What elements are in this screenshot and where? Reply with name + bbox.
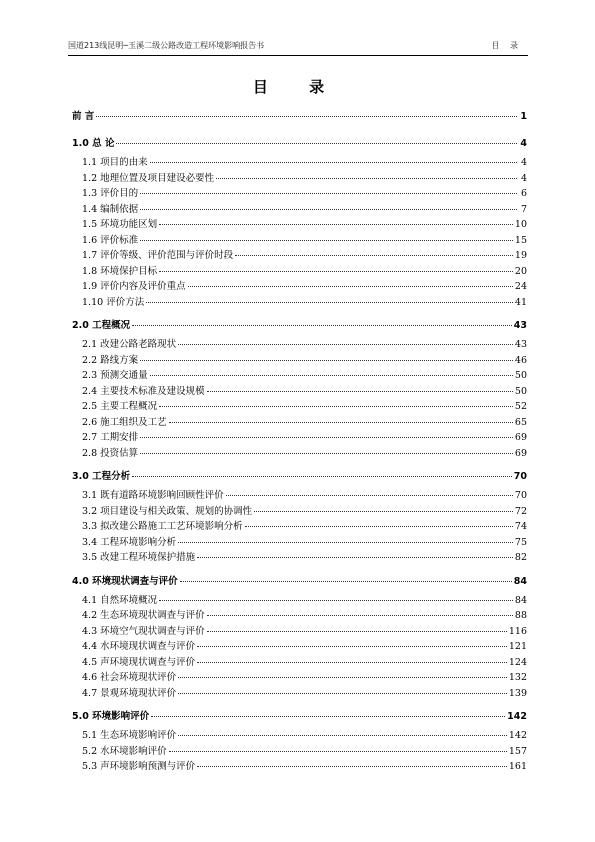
toc-section-entry[interactable] xyxy=(72,338,527,352)
toc-entry-number: 2.1 xyxy=(82,339,101,350)
dot-leader xyxy=(146,302,513,303)
toc-entry-number: 1.6 xyxy=(82,234,101,246)
toc-entry-page-number: 52 xyxy=(514,401,527,412)
toc-entry-title: 编制依据 xyxy=(100,203,139,215)
toc-section-entry[interactable] xyxy=(72,671,527,685)
toc-entry-number: 1.10 xyxy=(82,296,107,308)
dot-leader xyxy=(116,143,517,144)
toc-chapter-entry[interactable] xyxy=(72,575,527,589)
dot-leader xyxy=(159,406,513,407)
toc-entry-title: 施工组织及工艺 xyxy=(100,416,167,428)
dot-leader xyxy=(216,178,517,179)
dot-leader xyxy=(197,766,507,767)
toc-section-entry[interactable] xyxy=(72,687,527,701)
toc-entry-page-number: 46 xyxy=(514,354,527,366)
toc-entry-page-number: 74 xyxy=(514,521,527,532)
toc-section-entry[interactable] xyxy=(72,234,527,248)
toc-entry-page-number: 4 xyxy=(520,138,527,149)
toc-section-entry[interactable] xyxy=(72,505,527,519)
toc-section-entry[interactable] xyxy=(72,656,527,670)
toc-entry-title: 环境现状调查与评价 xyxy=(92,575,178,587)
toc-chapter-entry[interactable] xyxy=(72,137,527,151)
toc-section-entry[interactable] xyxy=(72,280,527,294)
toc-entry-page-number: 84 xyxy=(513,575,527,587)
toc-entry-number: 4.7 xyxy=(82,687,101,699)
toc-entry-number: 1.7 xyxy=(82,250,101,261)
toc-entry-page-number: 43 xyxy=(513,320,527,331)
toc-entry-title: 自然环境概况 xyxy=(100,594,158,606)
toc-section-entry[interactable] xyxy=(72,551,527,565)
dot-leader xyxy=(151,716,505,717)
toc-entry-number: 5.0 xyxy=(72,711,93,722)
toc-entry-number: 4.6 xyxy=(82,672,101,683)
toc-entry-page-number: 24 xyxy=(514,281,527,292)
toc-section-entry[interactable] xyxy=(72,609,527,623)
toc-entry-page-number: 50 xyxy=(514,385,527,397)
toc-section-entry[interactable] xyxy=(72,536,527,550)
toc-entry-title: 评价方法 xyxy=(106,296,145,308)
toc-entry-title: 地理位置及项目建设必要性 xyxy=(100,172,215,184)
toc-entry-number: 2.0 xyxy=(72,320,93,331)
toc-entry-title: 拟改建公路施工工艺环境影响分析 xyxy=(100,521,243,532)
toc-entry-page-number: 1 xyxy=(520,111,527,122)
toc-entry-number: 3.1 xyxy=(82,490,101,501)
page-header xyxy=(68,40,528,54)
toc-entry-page-number: 142 xyxy=(508,730,527,741)
dot-leader xyxy=(178,542,513,543)
toc-entry-title: 工程分析 xyxy=(92,471,131,482)
toc-entry-title: 评价标准 xyxy=(100,234,139,246)
toc-entry-number: 2.4 xyxy=(82,385,101,397)
dot-leader xyxy=(140,209,517,210)
header-divider xyxy=(68,55,528,56)
toc-entry-title: 总 论 xyxy=(92,138,115,149)
toc-entry-number: 5.1 xyxy=(82,730,101,741)
dot-leader xyxy=(178,693,507,694)
toc-entry-number: 1.9 xyxy=(82,281,101,292)
toc-section-entry[interactable] xyxy=(72,625,527,639)
toc-entry-title: 工程环境影响分析 xyxy=(100,536,177,548)
dot-leader xyxy=(159,224,513,225)
toc-entry-title: 水环境现状调查与评价 xyxy=(100,641,196,652)
toc-section-entry[interactable] xyxy=(72,265,527,279)
toc-entry-number: 4.0 xyxy=(72,575,93,587)
toc-entry-title: 既有道路环境影响回顾性评价 xyxy=(100,490,224,501)
toc-entry-page-number: 50 xyxy=(514,370,527,381)
toc-entry-number: 2.2 xyxy=(82,354,101,366)
toc-entry-number: 1.3 xyxy=(82,188,101,199)
toc-entry-title: 声环境现状调查与评价 xyxy=(100,656,196,668)
toc-entry-number: 1.1 xyxy=(82,157,101,168)
page-title: 目 录 xyxy=(252,78,343,96)
toc-chapter-entry[interactable] xyxy=(72,319,527,333)
toc-entry-number: 3.0 xyxy=(72,471,93,482)
toc-entry-title: 环境功能区划 xyxy=(100,219,158,230)
toc-section-entry[interactable] xyxy=(72,172,527,186)
dot-leader xyxy=(150,375,513,376)
toc-entry-page-number: 15 xyxy=(514,234,527,246)
toc-section-entry[interactable] xyxy=(72,520,527,534)
toc-entry-number: 2.8 xyxy=(82,447,101,459)
toc-entry-title: 环境保护目标 xyxy=(100,265,158,277)
toc-entry-number: 5.3 xyxy=(82,761,101,772)
toc-entry-number: 4.4 xyxy=(82,641,101,652)
toc-entry-number: 4.2 xyxy=(82,610,101,621)
toc-section-entry[interactable] xyxy=(72,249,527,263)
toc-entry-number: 4.3 xyxy=(82,625,101,637)
dot-leader xyxy=(96,116,517,117)
dot-leader xyxy=(207,631,507,632)
toc-entry-number: 3.4 xyxy=(82,536,101,548)
dot-leader xyxy=(140,193,517,194)
toc-entry-number: 2.3 xyxy=(82,370,101,381)
header-document-title: 国道213线昆明─玉溪二级公路改造工程环境影响报告书 xyxy=(68,41,265,50)
toc-entry-page-number: 4 xyxy=(520,157,527,168)
toc-section-entry[interactable] xyxy=(72,156,527,170)
header-section-label: 目 录 xyxy=(491,41,522,50)
toc-entry-page-number: 139 xyxy=(508,687,527,699)
toc-section-entry[interactable] xyxy=(72,354,527,368)
toc-section-entry[interactable] xyxy=(72,489,527,503)
dot-leader xyxy=(207,615,513,616)
dot-leader xyxy=(169,422,513,423)
toc-section-entry[interactable] xyxy=(72,760,527,774)
toc-entry-title: 生态环境影响评价 xyxy=(100,730,177,741)
toc-entry-page-number: 142 xyxy=(507,711,527,722)
toc-entry-number: 5.2 xyxy=(82,745,101,757)
dot-leader xyxy=(140,360,513,361)
toc-entry-title: 路线方案 xyxy=(100,354,139,366)
dot-leader xyxy=(235,255,513,256)
toc-section-entry[interactable] xyxy=(72,594,527,608)
dot-leader xyxy=(159,271,513,272)
toc-entry-title: 项目的由来 xyxy=(100,157,148,168)
dot-leader xyxy=(178,677,507,678)
toc-section-entry[interactable] xyxy=(72,640,527,654)
toc-chapter-entry[interactable] xyxy=(72,470,527,484)
toc-section-entry[interactable] xyxy=(72,745,527,759)
toc-entry-page-number: 6 xyxy=(520,188,527,199)
toc-entry-title: 项目建设与相关政策、规划的协调性 xyxy=(100,505,253,517)
toc-entry-title: 评价目的 xyxy=(100,188,139,199)
toc-section-entry[interactable] xyxy=(72,296,527,310)
toc-section-entry[interactable] xyxy=(72,385,527,399)
toc-entry-title: 生态环境现状调查与评价 xyxy=(100,610,205,621)
toc-section-entry[interactable] xyxy=(72,369,527,383)
toc-entry-title: 主要工程概况 xyxy=(100,401,158,412)
toc-entry-number: 2.7 xyxy=(82,432,101,443)
toc-entry-number: 2.5 xyxy=(82,401,101,412)
toc-entry-page-number: 69 xyxy=(514,447,527,459)
toc-entry-page-number: 70 xyxy=(514,490,527,501)
toc-entry-page-number: 124 xyxy=(508,656,527,668)
dot-leader xyxy=(132,325,512,326)
toc-entry-page-number: 121 xyxy=(508,641,527,652)
dot-leader xyxy=(226,495,513,496)
toc-entry-page-number: 157 xyxy=(508,745,527,757)
toc-entry-title: 工期安排 xyxy=(100,432,139,443)
toc-section-entry[interactable] xyxy=(72,447,527,461)
toc-entry-title: 声环境影响预测与评价 xyxy=(100,761,196,772)
toc-section-entry[interactable] xyxy=(72,203,527,217)
toc-entry-title: 前 言 xyxy=(72,111,95,122)
toc-entry-page-number: 132 xyxy=(508,672,527,683)
toc-entry-title: 环境影响评价 xyxy=(92,711,150,722)
toc-entry-number: 1.4 xyxy=(82,203,101,215)
dot-leader xyxy=(197,646,507,647)
toc-entry-page-number: 7 xyxy=(520,203,527,215)
toc-section-entry[interactable] xyxy=(72,416,527,430)
toc-entry-title: 景观环境现状评价 xyxy=(100,687,177,699)
dot-leader xyxy=(188,286,513,287)
dot-leader xyxy=(197,557,513,558)
dot-leader xyxy=(207,391,513,392)
toc-entry-page-number: 72 xyxy=(514,505,527,517)
dot-leader xyxy=(140,453,513,454)
toc-entry-title: 社会环境现状评价 xyxy=(100,672,177,683)
toc-entry-title: 改建公路老路现状 xyxy=(100,339,177,350)
toc-entry-page-number: 161 xyxy=(508,761,527,772)
toc-entry-number: 3.3 xyxy=(82,521,101,532)
dot-leader xyxy=(245,526,513,527)
toc-entry-page-number: 41 xyxy=(514,296,527,308)
toc-section-entry[interactable] xyxy=(72,729,527,743)
toc-entry-number: 2.6 xyxy=(82,416,101,428)
toc-entry-page-number: 70 xyxy=(513,471,527,482)
toc-section-entry[interactable] xyxy=(72,187,527,201)
toc-entry-page-number: 69 xyxy=(514,432,527,443)
toc-section-entry[interactable] xyxy=(72,400,527,414)
dot-leader xyxy=(140,437,513,438)
dot-leader xyxy=(178,344,513,345)
dot-leader xyxy=(178,735,507,736)
toc-section-entry[interactable] xyxy=(72,431,527,445)
dot-leader xyxy=(132,476,512,477)
toc-entry-page-number: 20 xyxy=(514,265,527,277)
toc-entry-number: 3.2 xyxy=(82,505,101,517)
dot-leader xyxy=(150,162,517,163)
toc-chapter-entry[interactable] xyxy=(72,710,527,724)
toc-entry-title: 评价等级、评价范围与评价时段 xyxy=(100,250,234,261)
toc-section-entry[interactable] xyxy=(72,218,527,232)
dot-leader xyxy=(169,751,507,752)
toc-entry-page-number: 75 xyxy=(514,536,527,548)
toc-entry-page-number: 88 xyxy=(514,610,527,621)
toc-entry-number: 1.8 xyxy=(82,265,101,277)
toc-entry-number: 1.0 xyxy=(72,138,93,149)
toc-entry-page-number: 19 xyxy=(514,250,527,261)
toc-entry-title: 改建工程环境保护措施 xyxy=(100,552,196,563)
dot-leader xyxy=(254,511,513,512)
toc-chapter-entry[interactable] xyxy=(72,110,527,124)
toc-entry-title: 主要技术标准及建设规模 xyxy=(100,385,205,397)
toc-entry-page-number: 43 xyxy=(514,339,527,350)
toc-entry-number: 1.5 xyxy=(82,219,101,230)
dot-leader xyxy=(159,600,513,601)
toc-entry-number: 1.2 xyxy=(82,172,101,184)
toc-entry-title: 预测交通量 xyxy=(100,370,148,381)
toc-entry-title: 水环境影响评价 xyxy=(100,745,167,757)
toc-entry-title: 工程概况 xyxy=(92,320,131,331)
toc-entry-title: 评价内容及评价重点 xyxy=(100,281,186,292)
toc-entry-page-number: 4 xyxy=(520,172,527,184)
dot-leader xyxy=(140,240,513,241)
toc-entry-page-number: 10 xyxy=(514,219,527,230)
toc-entry-page-number: 116 xyxy=(508,625,527,637)
toc-entry-page-number: 84 xyxy=(514,594,527,606)
toc-entry-number: 4.5 xyxy=(82,656,101,668)
toc-entry-page-number: 65 xyxy=(514,416,527,428)
toc-entry-title: 环境空气现状调查与评价 xyxy=(100,625,205,637)
toc-entry-number: 3.5 xyxy=(82,552,101,563)
toc-entry-number: 4.1 xyxy=(82,594,101,606)
toc-entry-title: 投资估算 xyxy=(100,447,139,459)
dot-leader xyxy=(180,581,512,582)
dot-leader xyxy=(197,662,507,663)
toc-entry-page-number: 82 xyxy=(514,552,527,563)
